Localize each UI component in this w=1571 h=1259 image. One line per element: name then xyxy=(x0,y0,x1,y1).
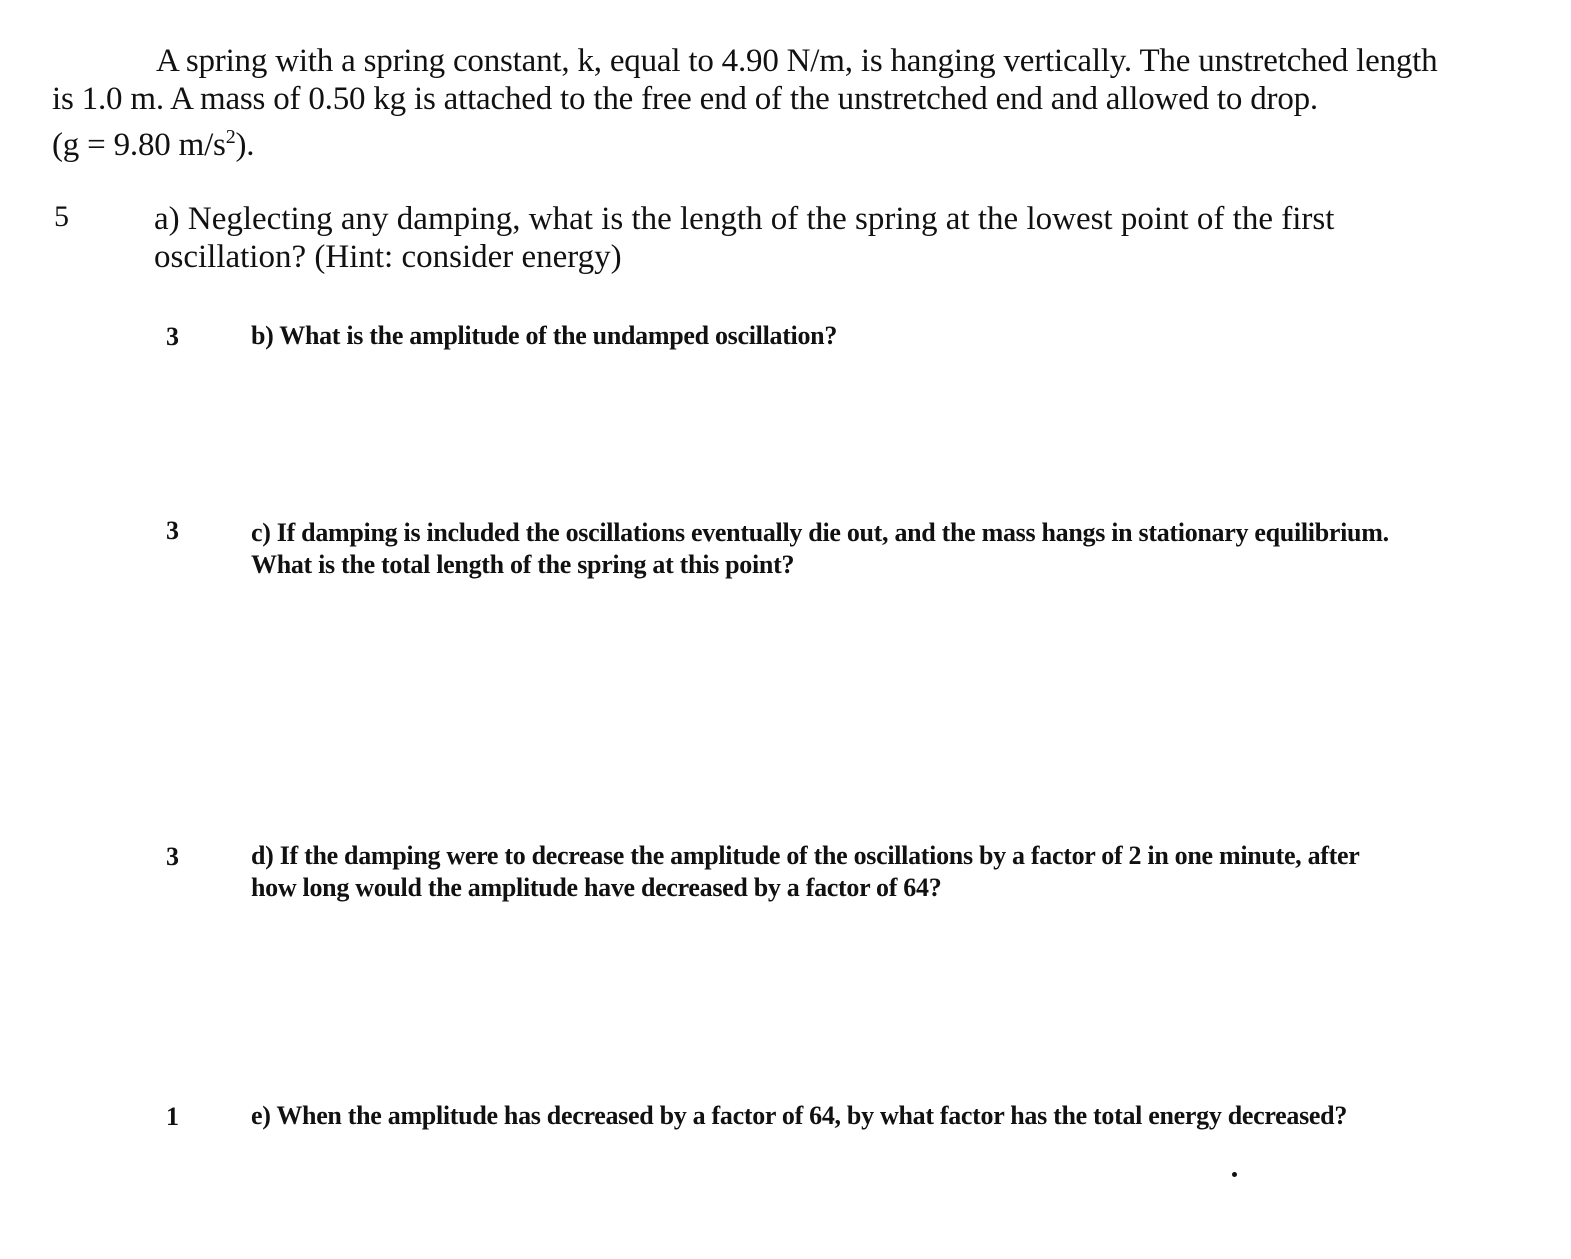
question-e-points: 1 xyxy=(166,1102,179,1131)
question-b-text: b) What is the amplitude of the undamped oscillation? xyxy=(251,321,838,350)
question-a-text: a) Neglecting any damping, what is the length of the spring at the lowest point of the first oscillation? (Hint: consider energy) xyxy=(154,201,1335,275)
question-d-points: 3 xyxy=(166,842,179,871)
question-e-text: e) When the amplitude has decreased by a factor of 64, by what factor has the total energy decreased? xyxy=(251,1101,1348,1130)
question-b-points: 3 xyxy=(166,322,179,351)
stray-mark xyxy=(1232,1172,1237,1177)
gravity-text-end: ). xyxy=(235,127,255,163)
gravity-text: (g = 9.80 m/s xyxy=(52,127,226,163)
intro-line-2: is 1.0 m. A mass of 0.50 kg is attached to the free end of the unstretched end and allowed to drop. xyxy=(52,81,1318,117)
problem-statement xyxy=(52,42,1522,164)
question-a-points: 5 xyxy=(54,200,69,233)
question-c-points: 3 xyxy=(166,516,179,545)
gravity-exponent: 2 xyxy=(225,126,236,148)
question-c-text: c) If damping is included the oscillations eventually die out, and the mass hangs in stationary equilibrium. What is the total length of the spring at this point? xyxy=(251,518,1389,579)
question-d-text: d) If the damping were to decrease the amplitude of the oscillations by a factor of 2 in one minute, after how long would the amplitude have decreased by a factor of 64? xyxy=(251,841,1360,902)
intro-line-3 xyxy=(52,118,1522,164)
intro-line-1: A spring with a spring constant, k, equal to 4.90 N/m, is hanging vertically. The unstretched length xyxy=(156,43,1438,79)
